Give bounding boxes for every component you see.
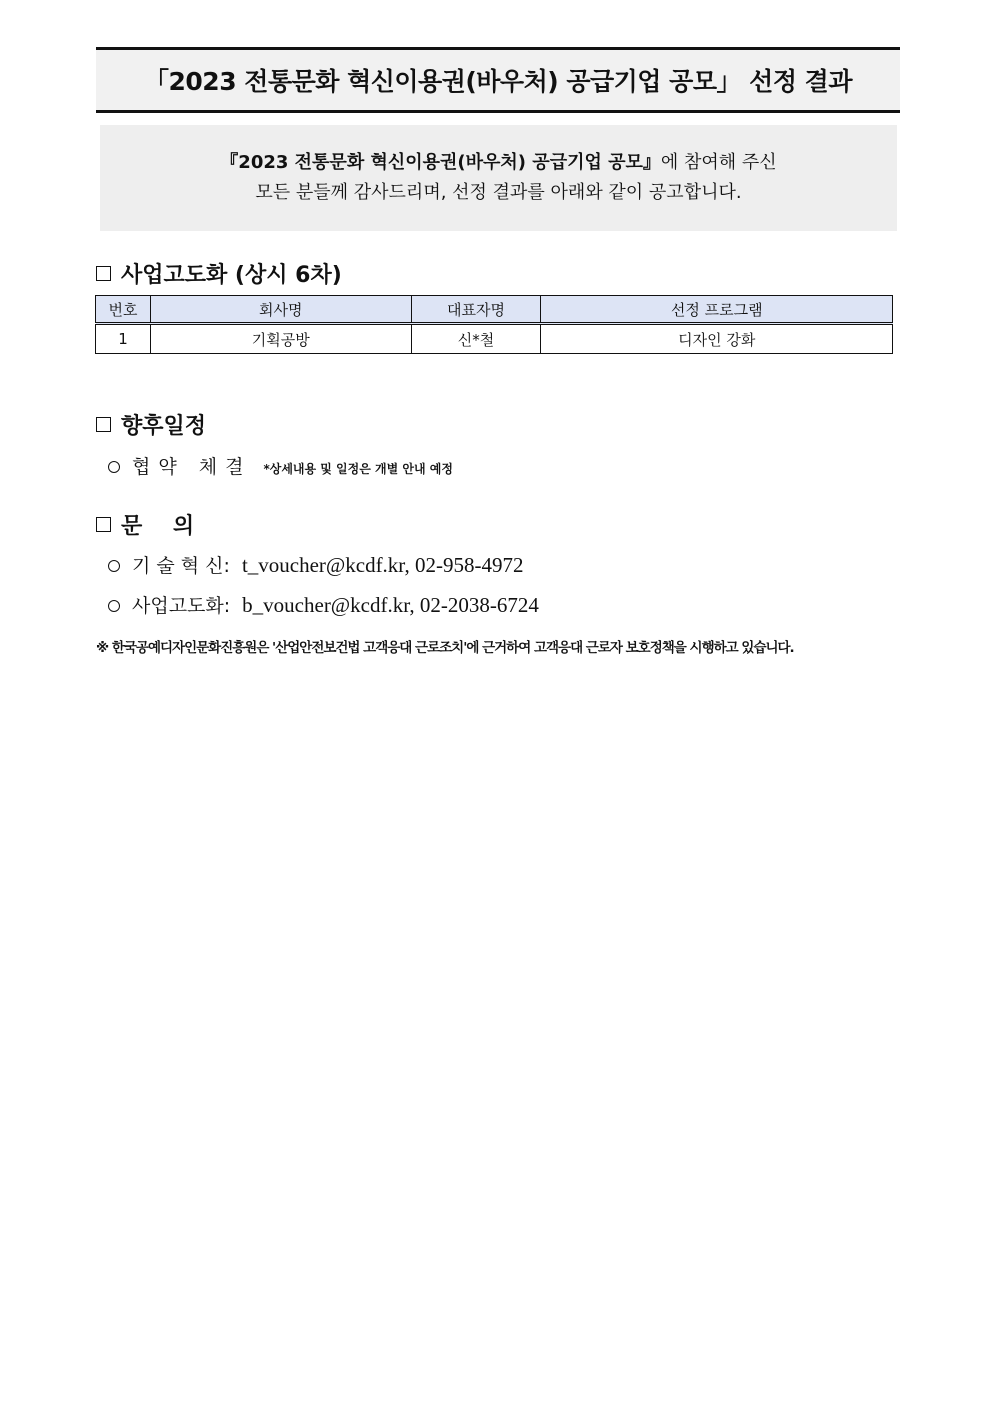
table-header-row [96, 296, 893, 324]
section-business-upgrade [96, 258, 342, 289]
contact-value[interactable]: b_voucher@kcdf.kr, 02-2038-6724 [242, 593, 539, 617]
intro-line-1 [100, 148, 897, 178]
contact-value[interactable]: t_voucher@kcdf.kr, 02-958-4972 [241, 553, 524, 577]
cell-program: 디자인 강화 [541, 324, 893, 354]
circle-bullet-icon [108, 600, 120, 612]
schedule-item-note: *상세내용 및 일정은 개별 안내 예정 [263, 462, 453, 476]
header-company: 회사명 [150, 296, 411, 324]
square-bullet-icon [96, 266, 111, 281]
section-schedule [96, 409, 206, 440]
selection-table [95, 295, 893, 354]
page-title: 「2023 전통문화 혁신이용권(바우처) 공급기업 공모」 선정 결과 [144, 67, 852, 96]
section-heading: 문 의 [121, 514, 195, 539]
section-inquiry [96, 509, 194, 540]
intro-line-2: 모든 분들께 감사드리며, 선정 결과를 아래와 같이 공고합니다. [255, 182, 742, 203]
circle-bullet-icon [108, 560, 120, 572]
header-representative: 대표자명 [411, 296, 541, 324]
intro-line-1-rest: 에 참여해 주신 [660, 152, 777, 173]
contact-item [108, 551, 523, 578]
square-bullet-icon [96, 517, 111, 532]
schedule-item-label: 협약 체결 [132, 456, 252, 478]
intro-bold-text: 『2023 전통문화 혁신이용권(바우처) 공급기업 공모』 [220, 152, 661, 173]
section-heading: 향후일정 [121, 414, 207, 439]
footnote: ※ 한국공예디자인문화진흥원은 '산업안전보건법 고객응대 근로조치'에 근거하여 고객응대 근로자 보호정책을 시행하고 있습니다. [96, 640, 794, 656]
cell-number: 1 [96, 324, 151, 354]
intro-box [100, 125, 897, 231]
contact-item [108, 591, 539, 618]
header-program: 선정 프로그램 [541, 296, 893, 324]
square-bullet-icon [96, 417, 111, 432]
cell-company: 기획공방 [150, 324, 411, 354]
schedule-item [108, 452, 453, 479]
cell-representative: 신*철 [411, 324, 541, 354]
section-heading: 사업고도화 (상시 6차) [121, 263, 342, 288]
table-row [96, 324, 893, 354]
header-number: 번호 [96, 296, 151, 324]
circle-bullet-icon [108, 461, 120, 473]
title-banner [96, 47, 900, 113]
contact-label: 기 술 혁 신: [132, 555, 230, 577]
contact-label: 사업고도화: [132, 595, 231, 617]
